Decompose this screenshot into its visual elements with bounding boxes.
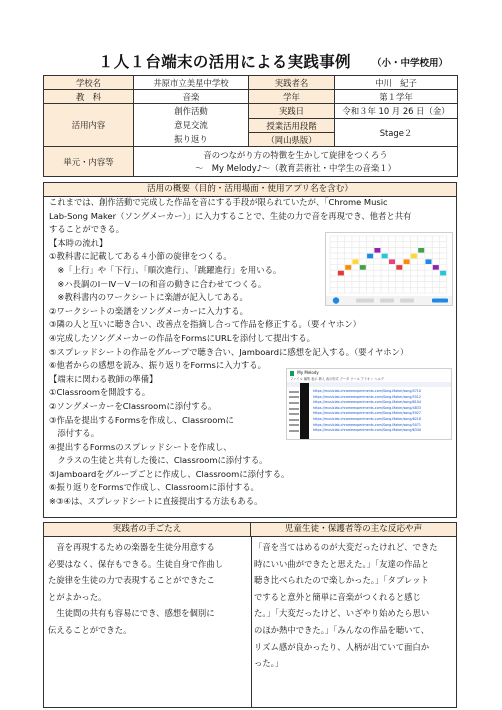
song-note	[382, 254, 388, 259]
summary-line: クラスの生徒と共有した後に、Classroomに添付する。	[49, 455, 268, 466]
summary-line: ⑤スプレッドシートの作品をグループで聴き合い、Jamboardに感想を記入する。（要イヤホン）	[49, 346, 409, 357]
student-feedback-line: のほか熱中できた。」「みんなの作品を聴いて、	[254, 624, 430, 635]
spreadsheet-screenshot	[286, 368, 452, 440]
song-note	[345, 265, 351, 270]
summary-line: 【本時の流れ】	[49, 237, 108, 248]
summary-line: Lab-Song Maker（ソングメーカー）」に入力することで、生徒の力で音を再現でき、他者と共有	[49, 210, 412, 221]
page-title: １人１台端末の活用による実践事例	[98, 53, 351, 71]
sheet-menu: ファイル 編集 表示 挿入 表示形式 データ ツール アドオン ヘルプ	[290, 377, 384, 381]
summary-line: これまでは、創作活動で完成した作品を音にする手段が限られていたが、「Chrome Music	[49, 197, 388, 207]
song-note	[404, 259, 410, 264]
sheet-timestamps	[289, 389, 299, 436]
summary-line: ※教科書内のワークシートに楽譜が記入してある。	[49, 292, 248, 303]
summary-line: ②ワークシートの楽譜をソングメーカーに入力する。	[49, 305, 248, 316]
summary-line: ②ソングメーカーをClassroomに添付する。	[49, 400, 217, 411]
teacher-feedback-line: とがよかった。	[48, 591, 107, 602]
teacher-label: 実践者名	[249, 76, 335, 90]
unit-line: 音のつながり方の特徴を生かして旋律をつくろう	[203, 149, 388, 160]
teacher-feedback-line: 伝えることができた。	[48, 624, 132, 635]
unit-value	[134, 147, 458, 177]
feedback-divider	[251, 537, 252, 707]
sheet-rows	[313, 389, 451, 434]
redaction-bar	[300, 383, 309, 440]
teacher-feedback-line: 音を再現するための楽器を生徒分用意する	[48, 542, 215, 552]
summary-heading: 活用の概要（目的・活用場面・使用アプリ名を含む）	[44, 183, 456, 197]
title-row	[0, 46, 502, 72]
summary-line: ③作品を提出するFormsを作成し、Classroomに	[49, 414, 234, 425]
school-value: 井原市立美星中学校	[134, 76, 249, 90]
song-note	[360, 265, 366, 270]
sheet-url: https://musiclab.chromeexperiments.com/Song-Maker/song/5071	[313, 422, 421, 427]
student-feedback-line: 時にいい曲ができたと思えた。」「友達の作品と	[254, 558, 430, 569]
student-feedback-line: た。」「大変だったけど、いざやり始めたら思い	[254, 608, 430, 619]
student-feedback-line: リズム感が良かったり、人柄が出ていて面白か	[254, 641, 430, 652]
activity-item: 意見交流	[174, 120, 208, 130]
sheet-url: https://musiclab.chromeexperiments.com/Song-Maker/song/6218	[313, 416, 421, 421]
summary-line: 添付する。	[49, 428, 100, 439]
sheets-icon	[290, 371, 294, 376]
sheet-titlebar	[287, 369, 452, 377]
sheet-url: https://musiclab.chromeexperiments.com/Song-Maker/song/5512	[313, 394, 421, 399]
song-note	[418, 248, 424, 253]
sheet-toolbar	[287, 382, 452, 387]
stage-label: 授業活用段階	[249, 119, 335, 133]
summary-line: 【端末に関わる教師の準備】	[49, 373, 158, 384]
song-note	[426, 259, 432, 264]
grade-value: 第１学年	[335, 90, 458, 104]
sheet-url: https://musiclab.chromeexperiments.com/Song-Maker/song/5927	[313, 411, 421, 416]
teacher-feedback-line: 生徒間の共有も容易にでき、感想を個別に	[48, 608, 215, 619]
stage-value: Stage２	[335, 119, 458, 147]
summary-line: ③隣の人と互いに聴き合い、改善点を指摘し合って作品を修正する。（要イヤホン）	[49, 319, 362, 330]
teacher-feedback-line: た旋律を生徒の力で表現することができたこ	[48, 575, 215, 586]
song-note	[338, 271, 344, 276]
sheet-url: https://musiclab.chromeexperiments.com/Song-Maker/song/4710	[313, 389, 421, 393]
teacher-value: 中川 紀子	[335, 76, 458, 90]
song-note	[374, 248, 380, 253]
song-maker-grid	[326, 233, 452, 305]
activity-item: 創作活動	[174, 106, 208, 116]
song-note	[396, 265, 402, 270]
song-note	[389, 259, 395, 264]
student-feedback-line: 「音を当てはめるのが大変だったけれど、できた	[254, 542, 438, 552]
student-feedback-line: った。」	[254, 658, 284, 669]
date-value: 令和３年 10 月 26 日（金）	[335, 104, 458, 119]
teacher-feedback-heading: 実践者の手ごたえ	[44, 523, 251, 537]
summary-line: ⑥振り返りをFormsで作成し、Classroomに添付する。	[49, 482, 259, 493]
play-icon	[333, 297, 339, 303]
stage-sublabel: （岡山県版）	[249, 133, 335, 147]
student-feedback-text	[254, 539, 438, 672]
song-note	[367, 254, 373, 259]
sheet-url: https://musiclab.chromeexperiments.com/Song-Maker/song/6104	[313, 400, 421, 405]
subject-value: 音楽	[134, 90, 249, 104]
school-scope-label: （小・中学校用）	[372, 58, 449, 69]
summary-line: ※「上行」や「下行」、「順次進行」、「跳躍進行」を用いる。	[49, 264, 282, 275]
teacher-feedback-text	[48, 539, 223, 639]
summary-line: ⑥他者からの感想を読み、振り返りをFormsに入力する。	[49, 360, 266, 371]
activity-values	[134, 104, 249, 147]
summary-line: ④完成したソングメーカーの作品をFormsにURLを添付して提出する。	[49, 332, 315, 343]
summary-line: することができる。	[49, 224, 125, 235]
student-feedback-line: 聴き比べられたので楽しかった。」「タブレット	[254, 575, 429, 586]
song-note	[440, 271, 446, 276]
teacher-feedback-line: 必要はなく、保存もできる。生徒自身で作曲し	[48, 558, 224, 569]
song-note	[353, 259, 359, 264]
info-table	[43, 75, 458, 177]
song-note	[411, 254, 417, 259]
summary-line: ①Classroomを開設する。	[49, 387, 151, 398]
summary-line: ①教科書に記載してある４小節の旋律をつくる。	[49, 251, 232, 262]
unit-line: ～ My Melody♪～（教育芸術社・中学生の音楽１）	[194, 162, 397, 173]
sheet-title: My Melody	[297, 370, 319, 375]
grade-label: 学年	[249, 90, 335, 104]
activity-label: 活用内容	[44, 104, 134, 147]
song-note	[433, 265, 439, 270]
summary-line: ④提出するFormsのスプレッドシートを作成し、	[49, 441, 232, 452]
sheet-url: https://musiclab.chromeexperiments.com/Song-Maker/song/4833	[313, 405, 421, 410]
summary-line: ⑤Jamboardをグループごとに作成し、Classroomに添付する。	[49, 468, 290, 479]
school-label: 学校名	[44, 76, 134, 90]
sheet-url: https://musiclab.chromeexperiments.com/Song-Maker/song/6340	[313, 428, 421, 433]
unit-label: 単元・内容等	[44, 147, 134, 177]
student-feedback-line: ですると意外と簡単に音楽がつくれると感じ	[254, 591, 421, 602]
activity-item: 振り返り	[174, 134, 208, 144]
song-maker-screenshot	[325, 232, 453, 306]
summary-line: ※ハ長調のⅠ－Ⅳ－Ⅴ－Ⅰの和音の動きに合わせてつくる。	[49, 278, 267, 289]
student-feedback-heading: 児童生徒・保護者等の主な反応や声	[251, 523, 456, 537]
date-label: 実践日	[249, 104, 335, 119]
subject-label: 教 科	[44, 90, 134, 104]
summary-line: ※③④は、スプレッドシートに直接提出する方法もある。	[49, 496, 263, 507]
